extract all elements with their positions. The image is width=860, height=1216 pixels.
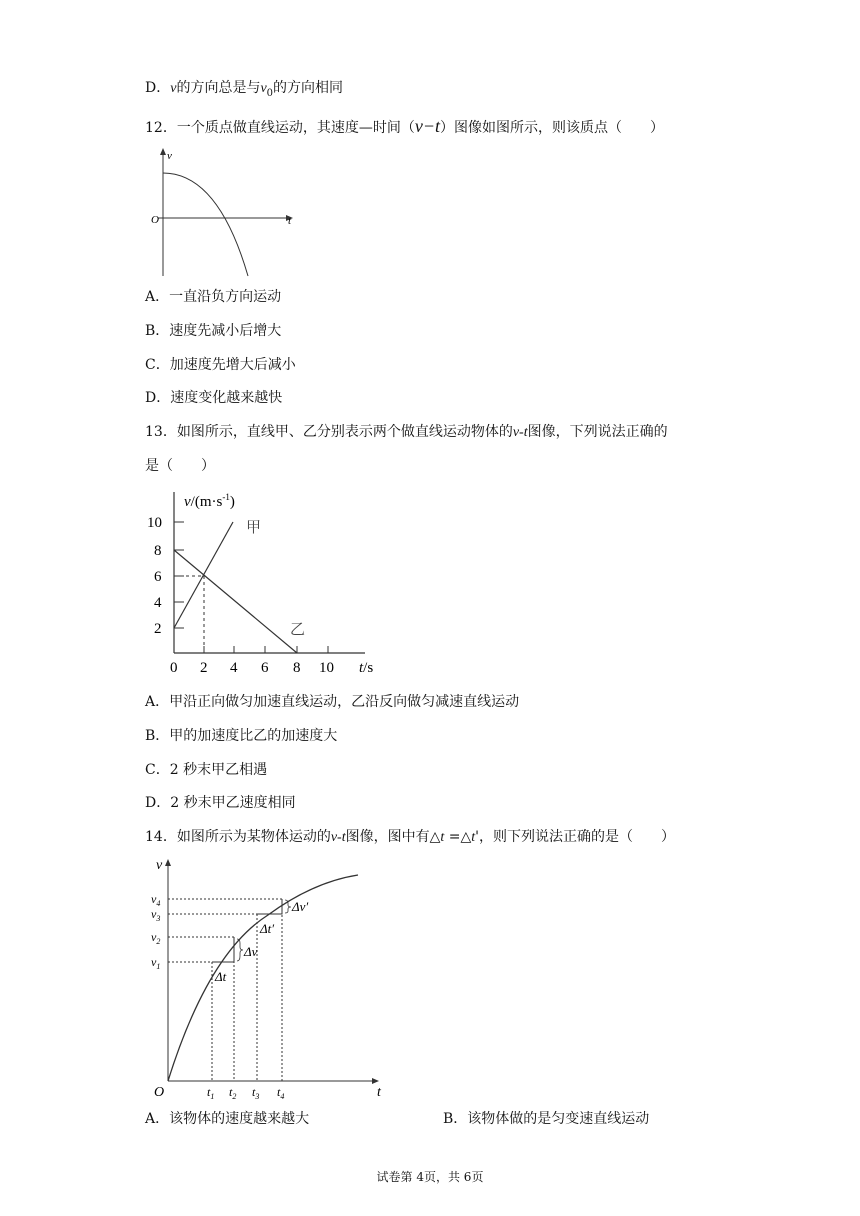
q13-option-c: C．2 秒末甲乙相遇 xyxy=(145,762,268,778)
q14-label-v4: $v_4$ xyxy=(151,892,161,908)
q12-option-a: A．一直沿负方向运动 xyxy=(145,289,282,305)
q14-v-axis-label: v xyxy=(156,858,163,873)
q14-delta-v-prime: Δv′ xyxy=(292,899,309,914)
q14-label-t1: $t_1$ xyxy=(207,1085,215,1101)
q14-delta-v: Δv xyxy=(244,944,258,959)
q12-vt-graph xyxy=(148,148,298,278)
q14-origin-label: O xyxy=(154,1085,165,1100)
q14-delta-t: Δt xyxy=(215,969,227,984)
q14-label-v1: $v_1$ xyxy=(151,955,161,971)
q14-t-axis-label: t xyxy=(377,1085,381,1100)
q13-stem-line2: 是（ ） xyxy=(145,458,215,474)
q11-option-d: D．v的方向总是与$v_0$的方向相同 xyxy=(145,80,344,99)
q12-option-b: B．速度先减小后增大 xyxy=(145,323,282,339)
q13-y-tick-4: 4 xyxy=(154,595,162,611)
q13-x-tick-2: 2 xyxy=(200,660,208,676)
q12-option-c: C．加速度先增大后减小 xyxy=(145,357,296,373)
q13-option-a: A．甲沿正向做匀加速直线运动，乙沿反向做匀减速直线运动 xyxy=(145,694,520,710)
q13-y-axis-label: $v/(m\cdot s^{-1})$ xyxy=(184,492,235,510)
q13-x-tick-10: 10 xyxy=(319,660,334,676)
q12-option-d: D．速度变化越来越快 xyxy=(145,390,283,406)
q14-option-b: B．该物体做的是匀变速直线运动 xyxy=(443,1111,650,1127)
page-footer: 试卷第 4页，共 6页 xyxy=(376,1170,484,1184)
q14-option-a: A．该物体的速度越来越大 xyxy=(145,1111,310,1127)
q13-stem-line1: 13．如图所示，直线甲、乙分别表示两个做直线运动物体的v-t图像，下列说法正确的 xyxy=(145,424,668,440)
q12-v-axis-label: v xyxy=(167,150,172,162)
q12-origin-label: O xyxy=(151,214,159,226)
q14-label-v3: $v_3$ xyxy=(151,907,161,923)
q13-y-tick-2: 2 xyxy=(154,621,162,637)
q13-y-tick-8: 8 xyxy=(154,543,162,559)
q13-y-tick-10: 10 xyxy=(147,515,162,531)
q14-label-t3: $t_3$ xyxy=(252,1085,260,1101)
q14-label-v2: $v_2$ xyxy=(151,930,161,946)
q14-vt-graph xyxy=(148,855,398,1101)
q13-option-b: B．甲的加速度比乙的加速度大 xyxy=(145,728,338,744)
q12-t-axis-label: t xyxy=(288,215,292,227)
q14-label-t2: $t_2$ xyxy=(229,1085,237,1101)
q14-delta-t-prime: Δt′ xyxy=(260,921,275,936)
q13-label-jia: 甲 xyxy=(246,520,262,536)
q13-vt-chart xyxy=(140,488,400,678)
q13-x-tick-4: 4 xyxy=(230,660,238,676)
q13-x-tick-8: 8 xyxy=(293,660,301,676)
q13-x-tick-6: 6 xyxy=(261,660,269,676)
q12-stem: 12．一个质点做直线运动，其速度—时间（v−t）图像如图所示，则该质点（ ） xyxy=(145,116,664,136)
q14-label-t4: $t_4$ xyxy=(277,1085,285,1101)
q13-x-axis-label: t/s xyxy=(359,660,374,676)
q14-stem: 14．如图所示为某物体运动的v-t图像，图中有△t =△t'，则下列说法正确的是（ ） xyxy=(145,829,675,845)
q13-line-yi xyxy=(174,550,297,653)
q13-option-d: D．2 秒末甲乙速度相同 xyxy=(145,795,296,811)
q13-y-tick-6: 6 xyxy=(154,569,162,585)
q13-x-tick-0: 0 xyxy=(170,660,178,676)
q13-label-yi: 乙 xyxy=(290,622,306,638)
